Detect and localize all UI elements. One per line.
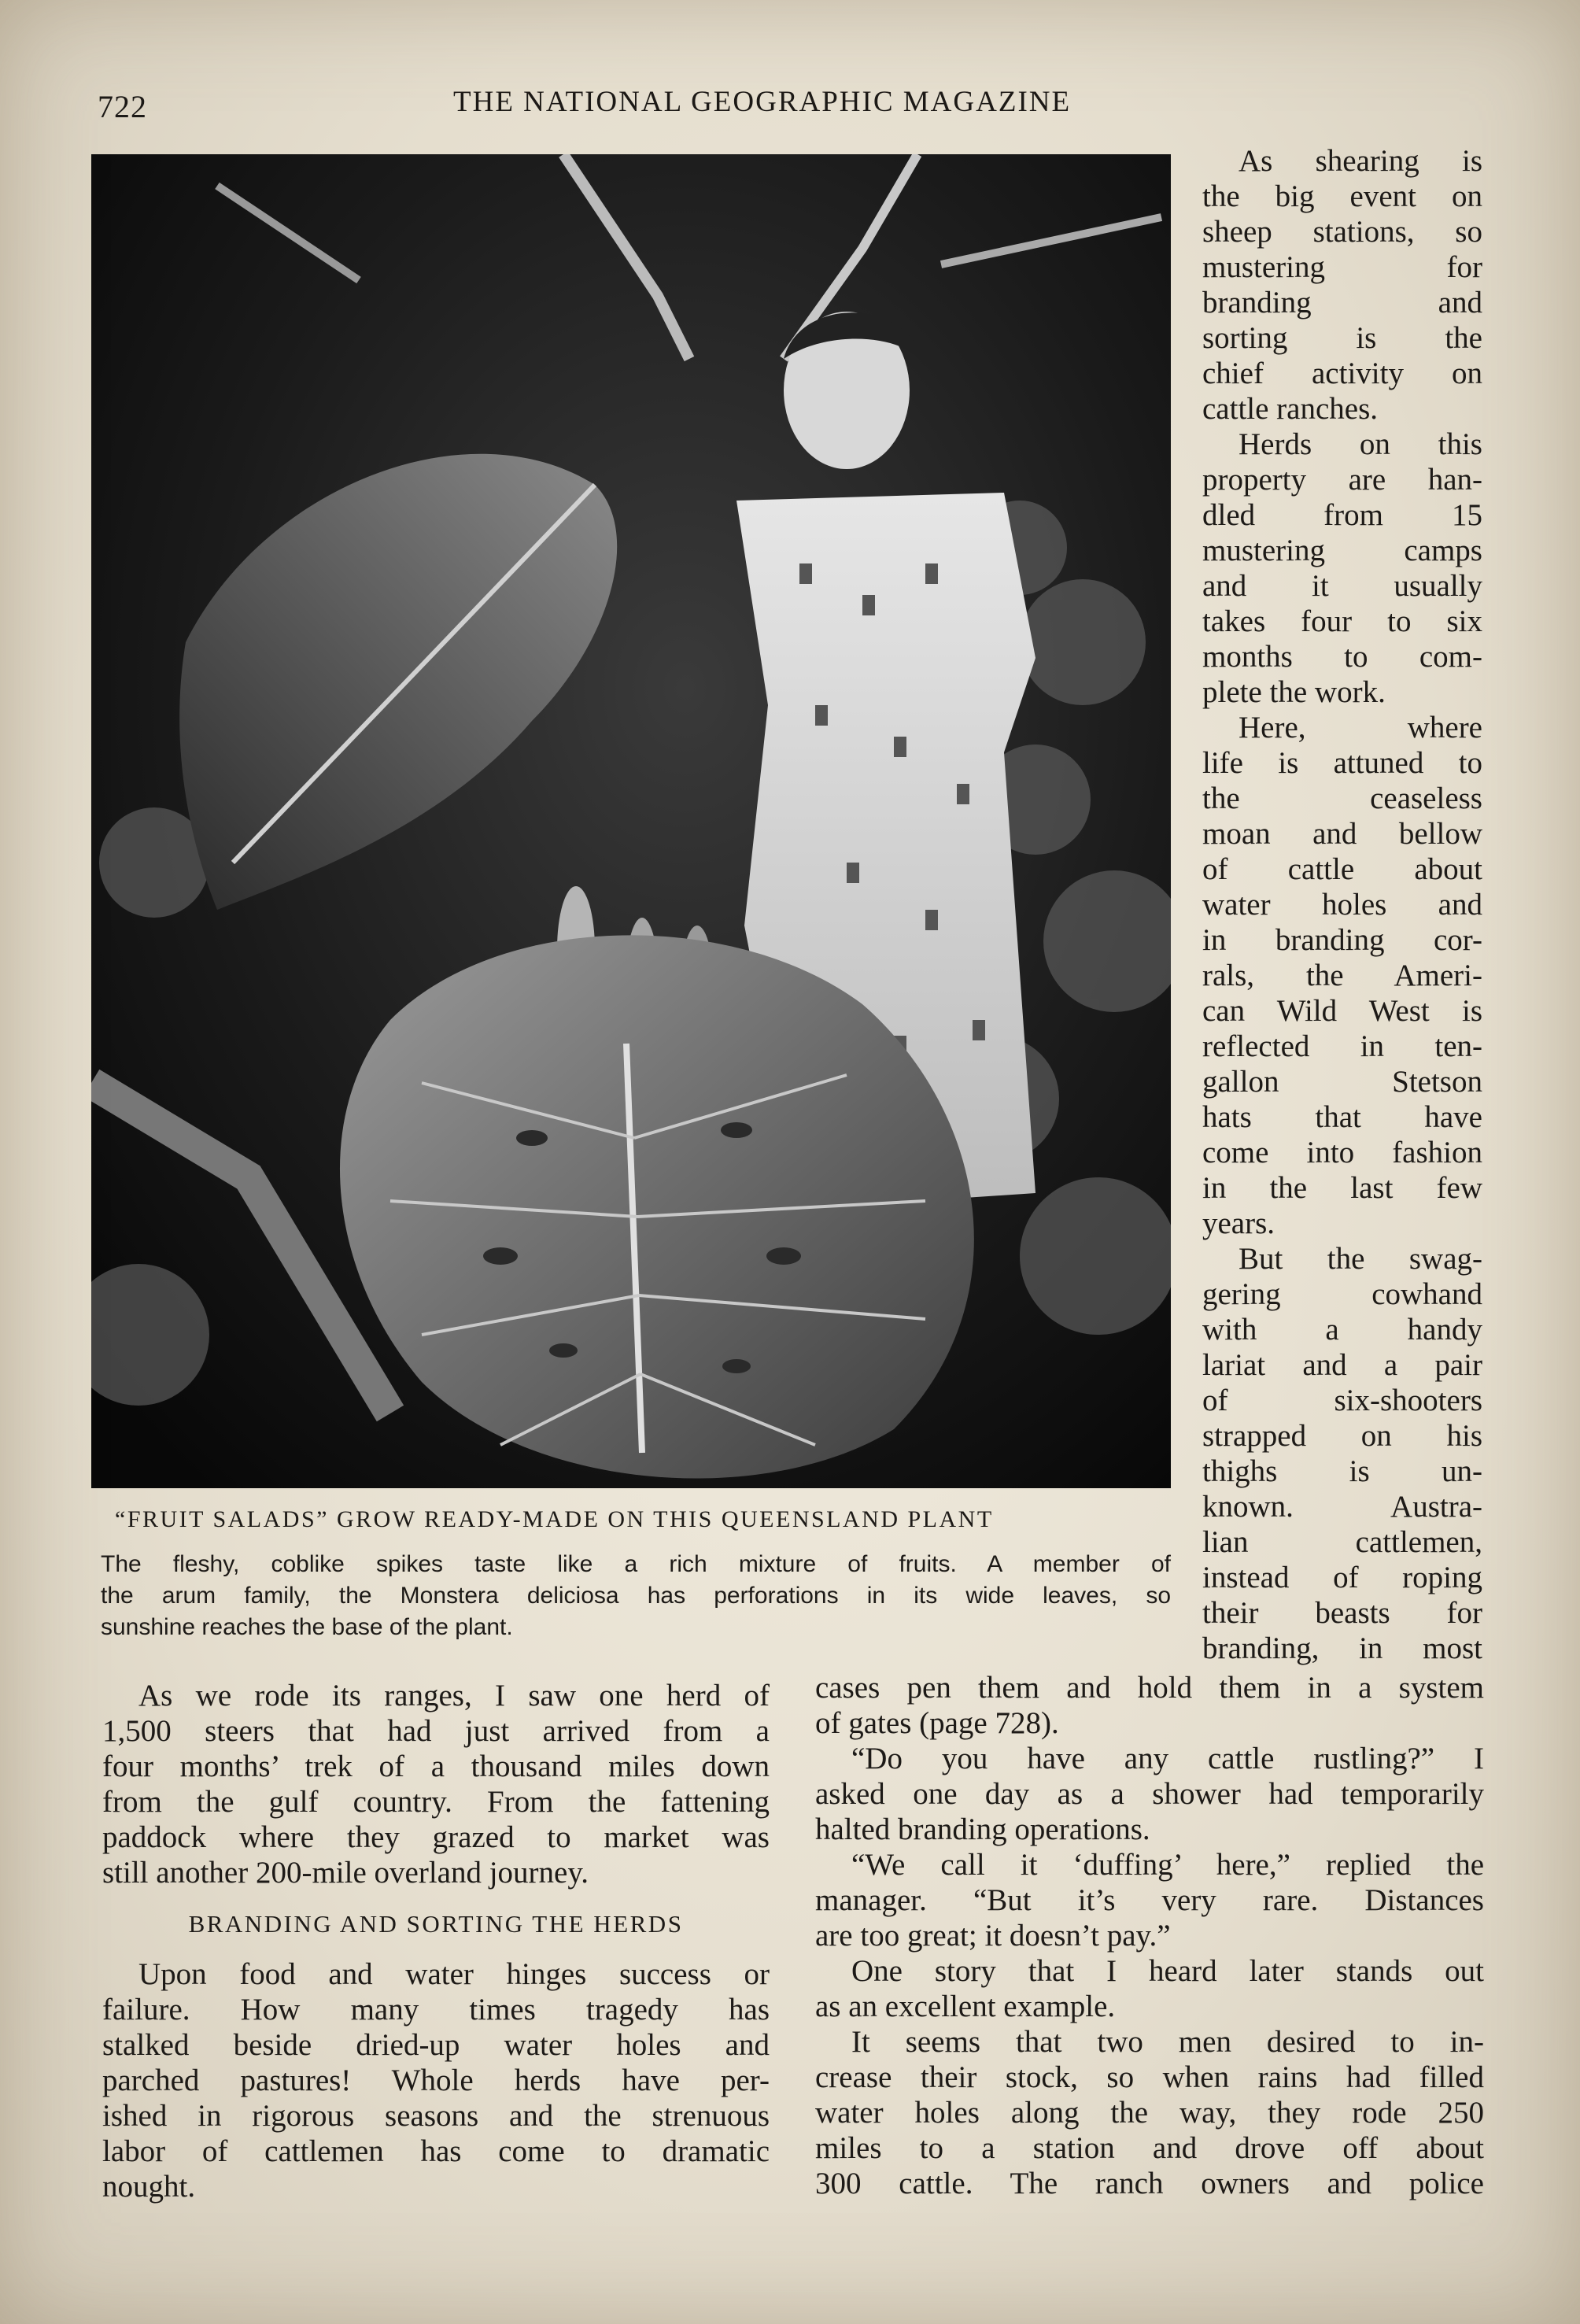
left-column-text: [102, 1678, 770, 2204]
text-line: months to com-: [1202, 640, 1482, 674]
text-line: crease their stock, so when rains had filled: [815, 2060, 1484, 2094]
text-line: rals, the Ameri-: [1202, 959, 1482, 992]
text-line: the big event on: [1202, 179, 1482, 213]
text-line: 1,500 steers that had just arrived from a: [102, 1714, 770, 1748]
caption-line: The fleshy, coblike spikes taste like a rich mixture of fruits. A member of: [101, 1551, 1171, 1577]
text-line: and it usually: [1202, 569, 1482, 603]
caption-line: sunshine reaches the base of the plant.: [101, 1614, 513, 1640]
text-line: gering cowhand: [1202, 1277, 1482, 1311]
text-line: “Do you have any cattle rustling?” I: [851, 1742, 1484, 1775]
text-line: miles to a station and drove off about: [815, 2131, 1484, 2165]
text-line: As we rode its ranges, I saw one herd of: [138, 1679, 770, 1713]
text-line: “We call it ‘duffing’ here,” replied the: [851, 1848, 1484, 1882]
text-line: mustering camps: [1202, 534, 1482, 567]
photograph-woman-with-monstera-plant: [91, 154, 1171, 1488]
text-line: One story that I heard later stands out: [851, 1954, 1484, 1988]
text-line: from the gulf country. From the fattening: [102, 1785, 770, 1819]
text-line: moan and bellow: [1202, 817, 1482, 851]
text-line: sheep stations, so: [1202, 215, 1482, 249]
magazine-title: THE NATIONAL GEOGRAPHIC MAGAZINE: [453, 86, 1072, 118]
text-line: come into fashion: [1202, 1136, 1482, 1169]
text-line: Herds on this: [1239, 427, 1482, 461]
text-line: lian cattlemen,: [1202, 1525, 1482, 1559]
text-line: with a handy: [1202, 1313, 1482, 1347]
right-column-text: [1202, 143, 1482, 1666]
text-line: known. Austra-: [1202, 1490, 1482, 1524]
text-line: It seems that two men desired to in-: [851, 2025, 1484, 2059]
text-line: their beasts for: [1202, 1596, 1482, 1630]
text-line: ished in rigorous seasons and the strenuous: [102, 2099, 770, 2133]
text-line: water holes along the way, they rode 250: [815, 2096, 1484, 2130]
text-line: branding and: [1202, 286, 1482, 320]
middle-column-text: [815, 1670, 1484, 2201]
text-line: reflected in ten-: [1202, 1029, 1482, 1063]
page-number: 722: [98, 89, 147, 124]
text-line: halted branding operations.: [815, 1812, 1150, 1846]
text-line: As shearing is: [1239, 144, 1482, 178]
text-line: lariat and a pair: [1202, 1348, 1482, 1382]
caption-line: the arum family, the Monstera deliciosa has perforations in its wide leaves, so: [101, 1583, 1171, 1609]
text-line: failure. How many times tragedy has: [102, 1993, 770, 2027]
text-line: years.: [1202, 1206, 1275, 1240]
text-line: cases pen them and hold them in a system: [815, 1671, 1484, 1705]
text-line: of cattle about: [1202, 852, 1482, 886]
text-line: 300 cattle. The ranch owners and police: [815, 2167, 1484, 2200]
text-line: as an excellent example.: [815, 1990, 1116, 2023]
text-line: stalked beside dried-up water holes and: [102, 2028, 770, 2062]
text-line: parched pastures! Whole herds have per-: [102, 2064, 770, 2097]
text-line: in branding cor-: [1202, 923, 1482, 957]
text-line: instead of roping: [1202, 1561, 1482, 1594]
text-line: in the last few: [1202, 1171, 1482, 1205]
text-line: of gates (page 728).: [815, 1706, 1059, 1740]
text-line: life is attuned to: [1202, 746, 1482, 780]
text-line: manager. “But it’s very rare. Distances: [815, 1883, 1484, 1917]
text-line: asked one day as a shower had temporarily: [815, 1777, 1484, 1811]
text-line: paddock where they grazed to market was: [102, 1820, 770, 1854]
caption-title: “FRUIT SALADS” GROW READY-MADE ON THIS QUEENSLAND PLANT: [115, 1506, 994, 1532]
text-line: gallon Stetson: [1202, 1065, 1482, 1099]
text-line: sorting is the: [1202, 321, 1482, 355]
text-line: thighs is un-: [1202, 1454, 1482, 1488]
text-line: labor of cattlemen has come to dramatic: [102, 2134, 770, 2168]
text-line: water holes and: [1202, 888, 1482, 922]
text-line: four months’ trek of a thousand miles down: [102, 1749, 770, 1783]
text-line: Upon food and water hinges success or: [138, 1957, 770, 1991]
text-line: But the swag-: [1239, 1242, 1482, 1276]
text-line: nought.: [102, 2170, 196, 2204]
caption-text: [101, 1549, 1171, 1643]
text-line: plete the work.: [1202, 675, 1386, 709]
text-line: of six-shooters: [1202, 1384, 1482, 1417]
text-line: strapped on his: [1202, 1419, 1482, 1453]
text-line: still another 200-mile overland journey.: [102, 1856, 589, 1890]
text-line: can Wild West is: [1202, 994, 1482, 1028]
text-line: are too great; it doesn’t pay.”: [815, 1919, 1171, 1953]
text-line: property are han-: [1202, 463, 1482, 497]
text-line: hats that have: [1202, 1100, 1482, 1134]
text-line: the ceaseless: [1202, 781, 1482, 815]
section-subheading: BRANDING AND SORTING THE HERDS: [188, 1910, 684, 1938]
text-line: cattle ranches.: [1202, 392, 1379, 426]
text-line: takes four to six: [1202, 604, 1482, 638]
text-line: branding, in most: [1202, 1631, 1482, 1665]
text-line: Here, where: [1239, 711, 1482, 744]
text-line: dled from 15: [1202, 498, 1482, 532]
text-line: chief activity on: [1202, 357, 1482, 390]
text-line: mustering for: [1202, 250, 1482, 284]
